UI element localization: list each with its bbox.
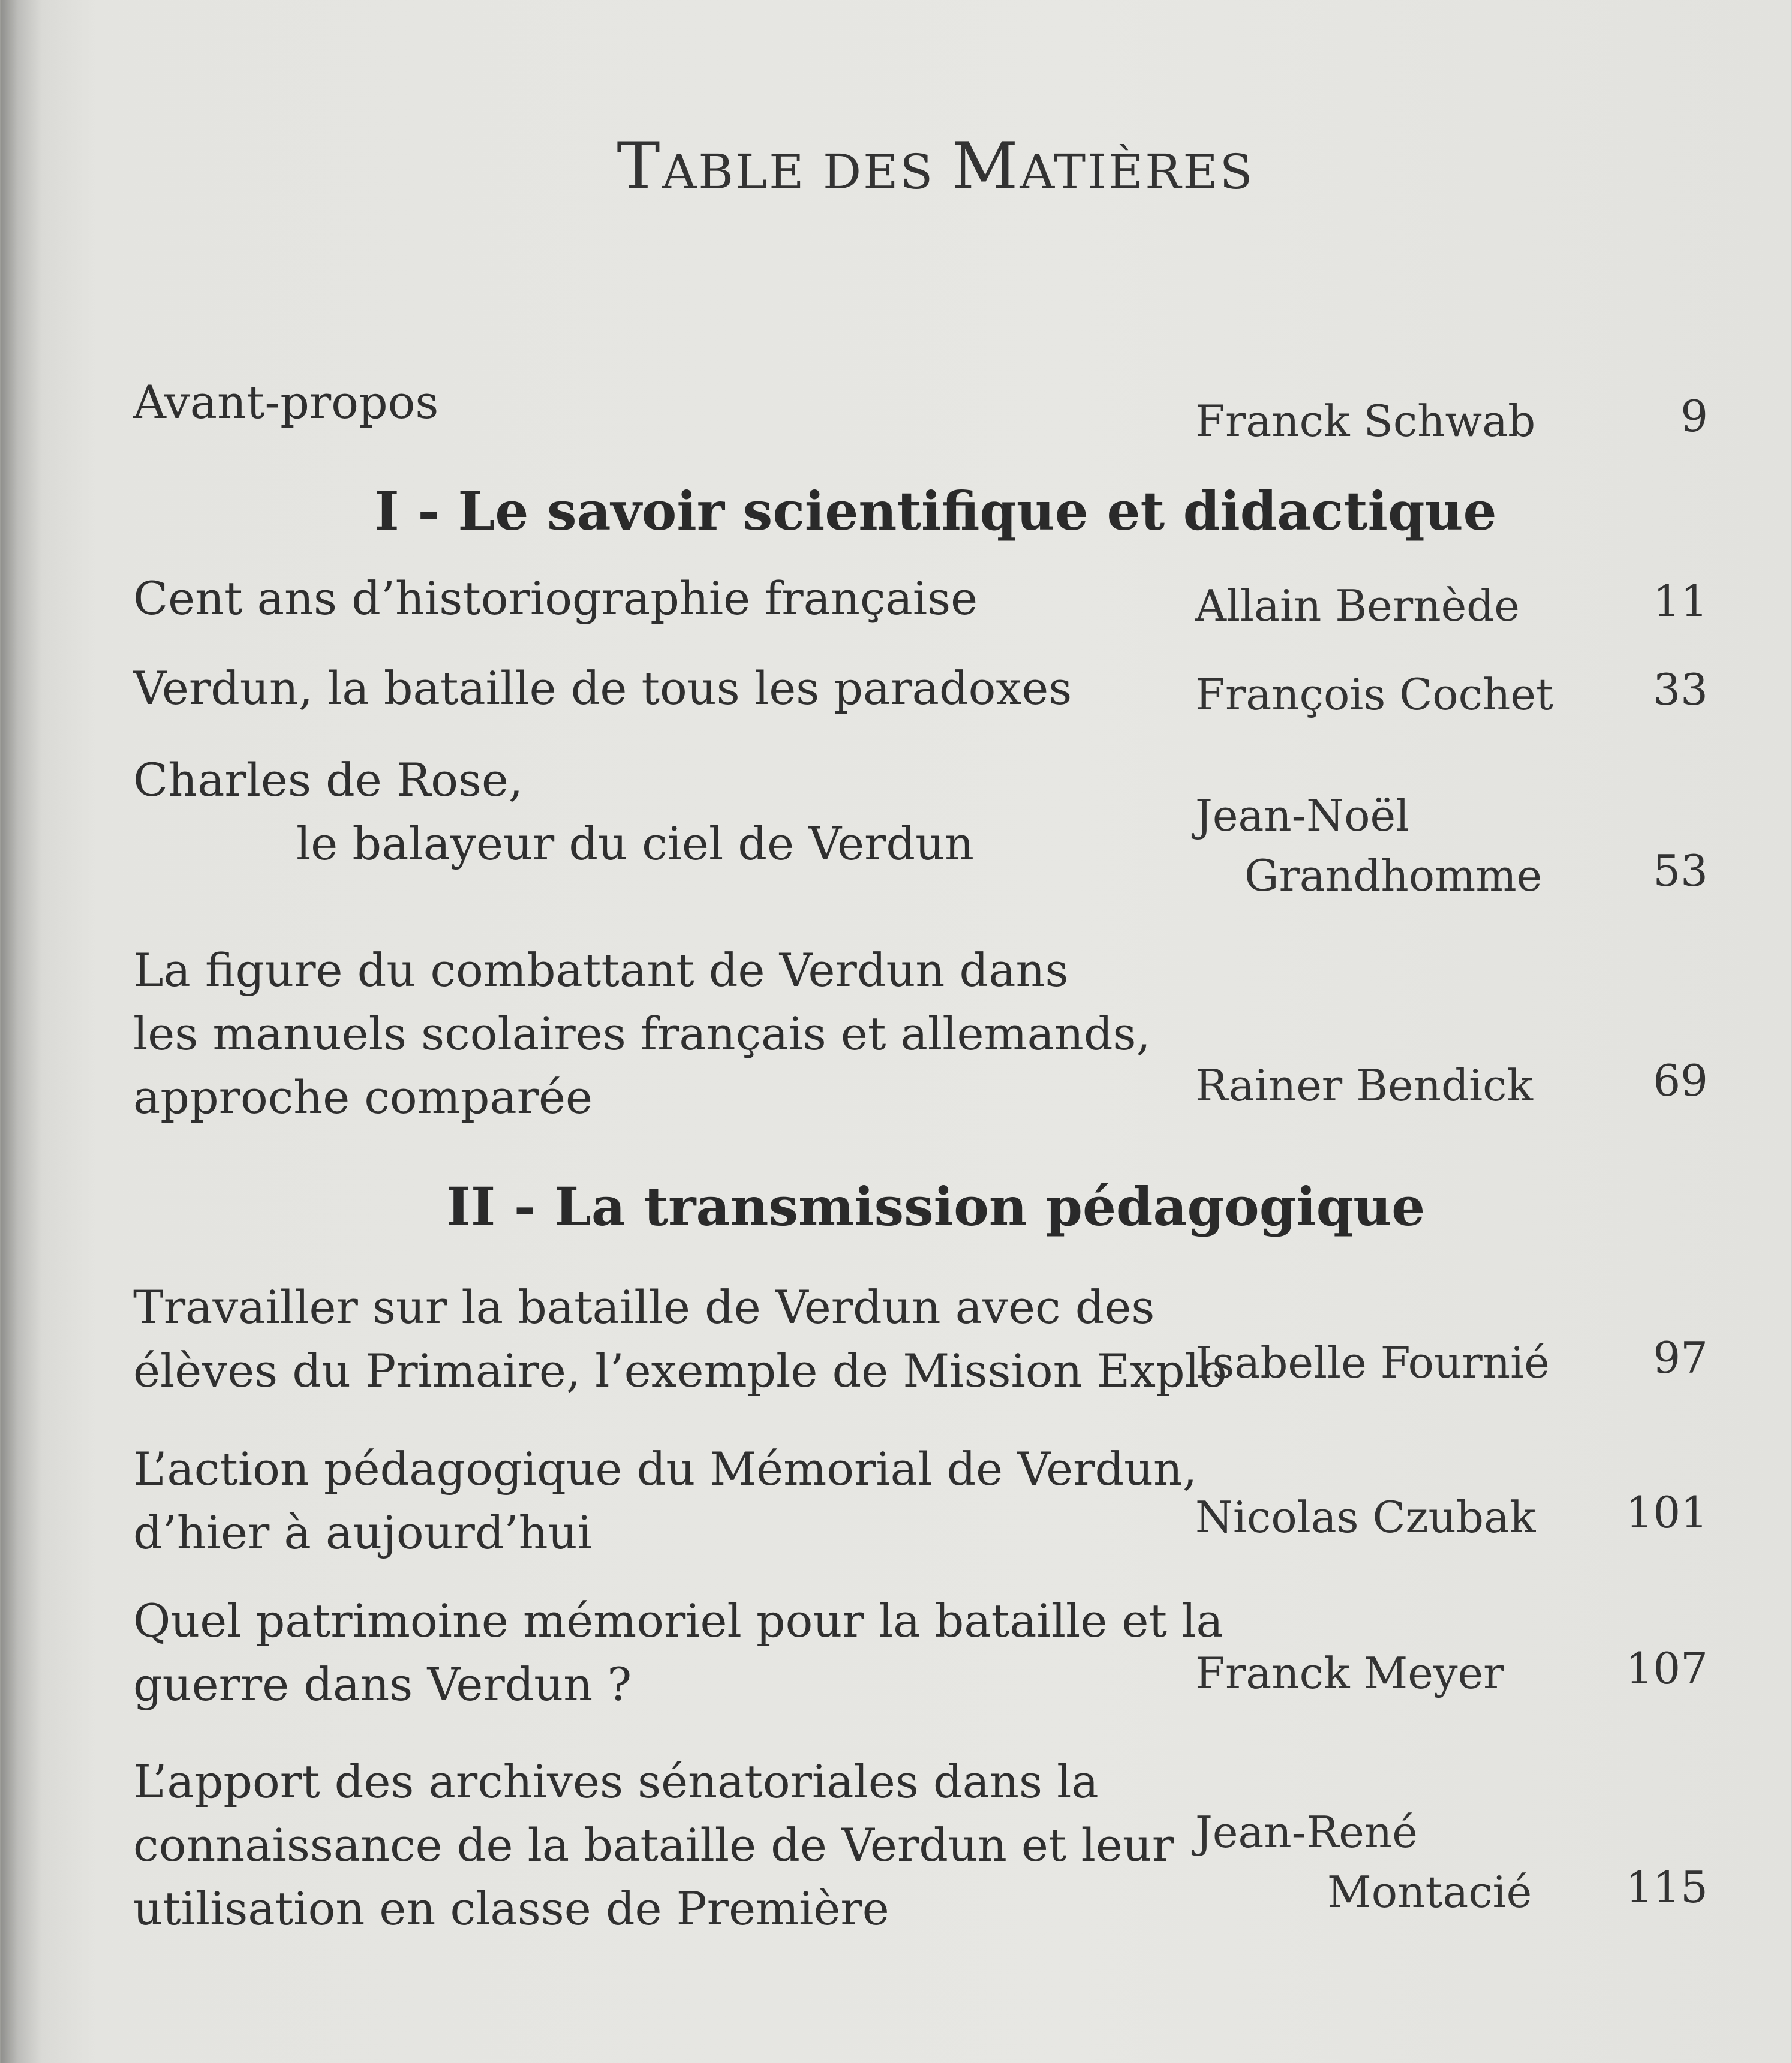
toc-entry-line: La figure du combattant de Verdun dans: [133, 943, 1069, 997]
toc-entry-page: 33: [1653, 664, 1708, 715]
toc-entry-line: Travailler sur la bataille de Verdun avec des: [133, 1280, 1155, 1334]
toc-entry-page: 11: [1653, 576, 1708, 626]
toc-entry-author: [1195, 1643, 1504, 1703]
toc-entry-line: utilisation en classe de Première: [133, 1882, 889, 1935]
toc-entry-title: [133, 939, 1151, 1129]
author-line: Grandhomme: [1244, 850, 1543, 901]
toc-entry-author: [1195, 786, 1542, 906]
toc-entry-line: approche comparée: [133, 1070, 593, 1124]
toc-entry-title: [133, 567, 978, 630]
toc-entry-line: Cent ans d’historiographie française: [133, 572, 978, 625]
author-line: Nicolas Czubak: [1195, 1492, 1536, 1542]
toc-entry-line: Quel patrimoine mémoriel pour la bataille et la: [133, 1594, 1223, 1647]
toc-entry-page: 107: [1625, 1643, 1708, 1694]
toc-entry-line: L’action pédagogique du Mémorial de Verdun,: [133, 1442, 1198, 1496]
author-line: Jean-Noël: [1195, 790, 1410, 841]
author-line: Jean-René: [1195, 1807, 1418, 1857]
section-heading: I - Le savoir scientifique et didactique: [374, 480, 1497, 542]
front-matter-title: Avant-propos: [133, 375, 439, 429]
page-title: TABLE DES MATIÈRES: [617, 129, 1255, 204]
toc-entry-line: guerre dans Verdun ?: [133, 1658, 632, 1711]
toc-entry-line: les manuels scolaires français et allemands,: [133, 1007, 1151, 1060]
toc-entry-author: [1195, 1333, 1550, 1393]
front-matter-author: Franck Schwab: [1195, 396, 1536, 446]
toc-entry-line: Charles de Rose,: [133, 753, 524, 807]
author-line: Isabelle Fournié: [1195, 1337, 1550, 1388]
toc-entry-author: [1195, 1802, 1532, 1922]
toc-entry-line: connaissance de la bataille de Verdun et leur: [133, 1818, 1174, 1872]
toc-entry-line: le balayeur du ciel de Verdun: [296, 817, 974, 870]
toc-entry-line: d’hier à aujourd’hui: [133, 1506, 592, 1559]
toc-entry-title: [133, 1438, 1197, 1565]
toc-entry-author: [1195, 664, 1553, 724]
toc-entry-page: 97: [1653, 1333, 1708, 1383]
toc-entry-title: [133, 1589, 1223, 1716]
toc-entry-title: [133, 748, 974, 876]
toc-entry-line: Verdun, la bataille de tous les paradoxes: [133, 661, 1072, 715]
toc-entry-page: 115: [1625, 1862, 1708, 1912]
toc-entry-author: [1195, 1055, 1533, 1115]
toc-entry-line: élèves du Primaire, l’exemple de Mission Explo: [133, 1344, 1227, 1397]
toc-entry-page: 69: [1653, 1055, 1708, 1106]
toc-entry-title: [133, 1276, 1227, 1403]
author-line: Rainer Bendick: [1195, 1060, 1534, 1111]
author-line: Montacié: [1327, 1867, 1532, 1917]
toc-entry-author: [1195, 576, 1520, 636]
toc-entry-page: 101: [1625, 1487, 1708, 1538]
toc-entry-title: [133, 657, 1072, 720]
toc-entry-line: L’apport des archives sénatoriales dans la: [133, 1755, 1099, 1808]
section-heading: II - La transmission pédagogique: [446, 1175, 1426, 1238]
front-matter-page: 9: [1680, 391, 1708, 441]
toc-entry-author: [1195, 1487, 1536, 1547]
author-line: Allain Bernède: [1195, 581, 1520, 631]
author-line: Franck Meyer: [1195, 1648, 1504, 1698]
author-line: François Cochet: [1195, 669, 1553, 720]
toc-entry-page: 53: [1653, 846, 1708, 896]
toc-entry-title: [133, 1750, 1174, 1941]
